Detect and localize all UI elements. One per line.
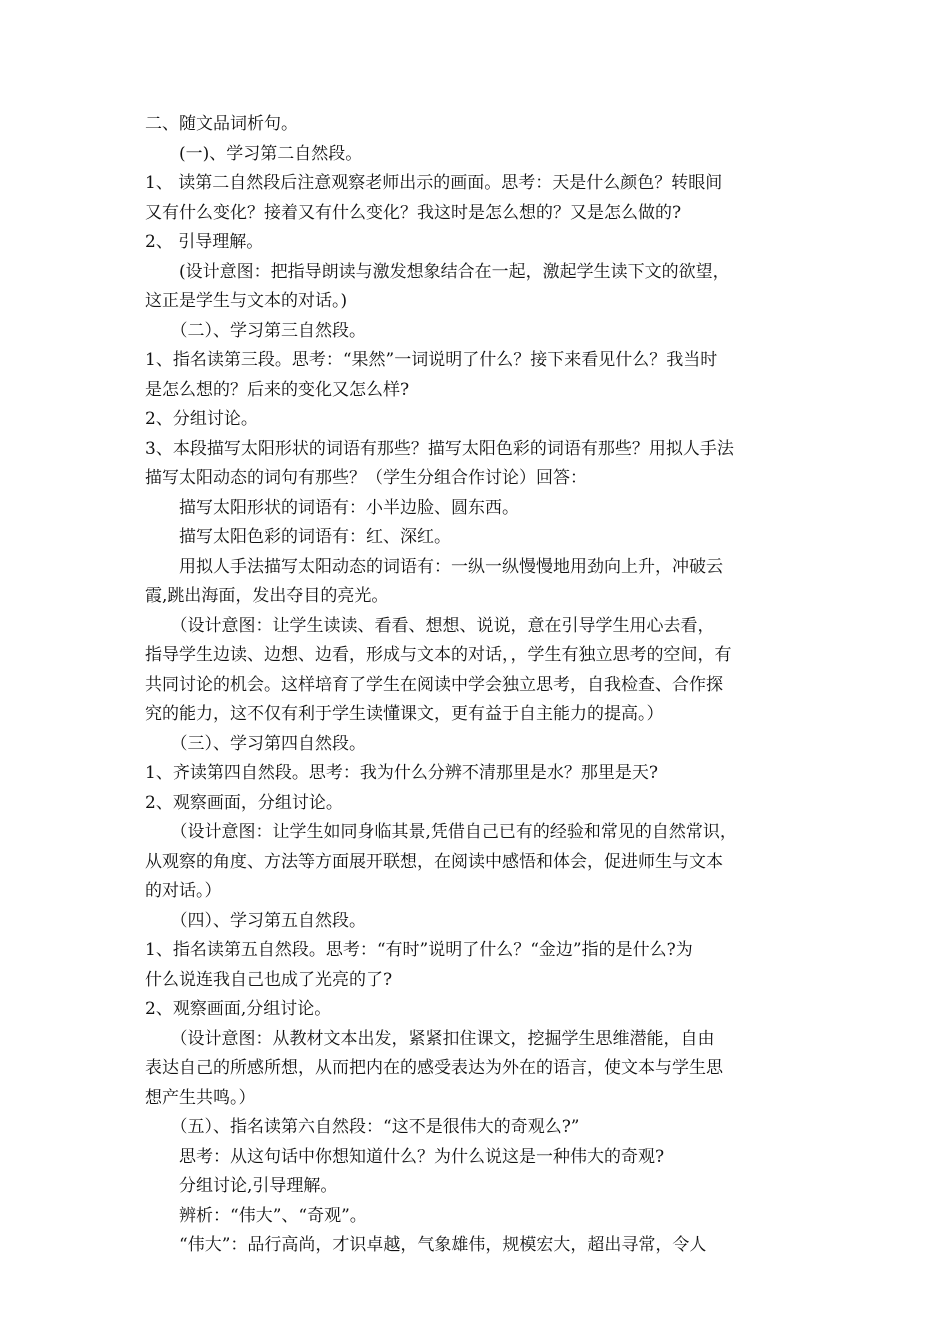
text-line: 从观察的角度、方法等方面展开联想，在阅读中感悟和体会，促进师生与文本 — [145, 851, 723, 872]
text-line: （设计意图：让学生读读、看看、想想、说说，意在引导学生用心去看， — [145, 615, 715, 636]
text-line: (一)、学习第二自然段。 — [145, 143, 363, 164]
text-line: 二、随文品词析句。 — [145, 114, 298, 134]
text-line: 描写太阳动态的词句有那些？（学生分组合作讨论）回答： — [145, 468, 587, 488]
text-line: 辨析：“伟大”、“奇观”。 — [145, 1205, 367, 1226]
text-line: 什么说连我自己也成了光亮的了? — [145, 969, 393, 990]
text-line: （二）、学习第三自然段。 — [145, 320, 366, 341]
text-line: 霞,跳出海面，发出夺目的亮光。 — [145, 586, 389, 606]
text-line: 指导学生边读、边想、边看，形成与文本的对话，，学生有独立思考的空间，有 — [145, 645, 732, 665]
text-line: 表达自己的所感所想，从而把内在的感受表达为外在的语言，使文本与学生思 — [145, 1058, 723, 1078]
text-line: （设计意图：让学生如同身临其景,凭借自己已有的经验和常见的自然常识， — [145, 822, 737, 842]
text-line: （五）、指名读第六自然段：“这不是很伟大的奇观么?” — [145, 1117, 580, 1137]
text-line: (设计意图：把指导朗读与激发想象结合在一起，激起学生读下文的欲望， — [145, 261, 730, 282]
text-line: 想产生共鸣。） — [145, 1087, 256, 1108]
text-line: 用拟人手法描写太阳动态的词语有：一纵一纵慢慢地用劲向上升，冲破云 — [145, 556, 723, 577]
text-line: 2、分组讨论。 — [145, 409, 258, 429]
document-body — [145, 110, 813, 1261]
text-line: 3、本段描写太阳形状的词语有那些？描写太阳色彩的词语有那些？用拟人手法 — [145, 438, 734, 459]
text-line: （三）、学习第四自然段。 — [145, 733, 366, 754]
text-line: 2、观察画面,分组讨论。 — [145, 999, 332, 1019]
text-line: 描写太阳色彩的词语有：红、深红。 — [145, 527, 451, 547]
text-line: 又有什么变化？接着又有什么变化？我这时是怎么想的？又是怎么做的? — [145, 202, 682, 223]
text-line: 的对话。） — [145, 881, 222, 901]
text-line: 2、观察画面，分组讨论。 — [145, 792, 343, 813]
text-line: “伟大”：品行高尚，才识卓越，气象雄伟，规模宏大，超出寻常，令人 — [145, 1235, 707, 1255]
text-line: 1、指名读第五自然段。思考：“有时”说明了什么？“金边”指的是什么?为 — [145, 940, 693, 960]
text-line: 思考：从这句话中你想知道什么？为什么说这是一种伟大的奇观? — [145, 1146, 665, 1167]
text-line: 是怎么想的？后来的变化又怎么样? — [145, 379, 410, 400]
text-line: （四）、学习第五自然段。 — [145, 910, 366, 931]
text-line: 1、齐读第四自然段。思考：我为什么分辨不清那里是水？那里是天? — [145, 763, 658, 783]
text-line: 分组讨论,引导理解。 — [145, 1176, 338, 1196]
text-line: 共同讨论的机会。这样培育了学生在阅读中学会独立思考，自我检查、合作探 — [145, 674, 723, 695]
text-line: 2、 引导理解。 — [145, 232, 264, 252]
text-line: （设计意图：从教材文本出发，紧紧扣住课文，挖掘学生思维潜能，自由 — [145, 1028, 715, 1049]
text-line: 这正是学生与文本的对话。) — [145, 291, 348, 311]
text-line: 究的能力，这不仅有利于学生读懂课文，更有益于自主能力的提高。） — [145, 704, 664, 724]
text-line: 描写太阳形状的词语有：小半边脸、圆东西。 — [145, 497, 519, 518]
text-line: 1、指名读第三段。思考：“果然”一词说明了什么？接下来看见什么？我当时 — [145, 350, 718, 370]
text-line: 1、 读第二自然段后注意观察老师出示的画面。思考：天是什么颜色？转眼间 — [145, 173, 723, 193]
